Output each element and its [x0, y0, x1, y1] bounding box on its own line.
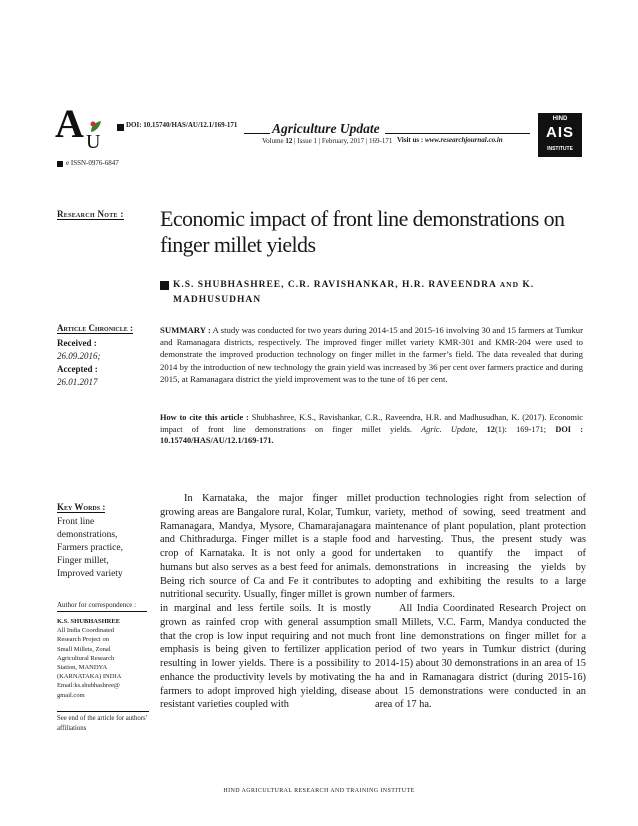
citation-doi[interactable]: DOI : 10.15740/HAS/AU/12.1/169-171.: [160, 424, 584, 446]
corr-email[interactable]: gmail.com: [57, 691, 85, 699]
correspondence-label: Author for correspondence :: [57, 601, 147, 612]
summary-paragraph: SUMMARY : A study was conducted for two years during 2014-15 and 2015-16 involving 30 and 15 farmers at Tumkur and Ramanagara districts, respectively. The improved finger millet variety KMR-301 and KMR-204 were used to demonstrate the improved production technology on finger millet in the farmer’s field. The data revealed that during 2014 by the introduction of new technology the grain yield was increased by 36 per cent over farmers practice and during 2015, at Ramanagara district the yield improvement was to the tune of 16 per cent.: [160, 325, 584, 384]
accepted-date: 26.01.2017: [57, 377, 98, 387]
correspondence-block: [57, 617, 149, 700]
article-title: Economic impact of front line demonstrations on finger millet yields: [160, 206, 565, 257]
doi-text: DOI: 10.15740/HAS/AU/12.1/169-171: [126, 121, 238, 129]
body-column-left: [160, 492, 371, 712]
corr-line: All India Coordinated: [57, 627, 115, 635]
citation-paragraph: How to cite this article : Shubhashree, K.S., Ravishankar, C.R., Raveendra, H.R. and Madhusudhan, K. (2017). Economic impact of front line demonstrations on finger millet yields. Agric. Update, 12(1): 169-171; DOI : 10.15740/HAS/AU/12.1/169-171.: [160, 413, 584, 446]
journal-title: Agriculture Update: [272, 121, 380, 136]
journal-website[interactable]: Visit us : www.researchjournal.co.in: [397, 136, 503, 144]
correspondent-name: K.S. SHUBHASHREE: [57, 618, 121, 625]
authors-marker-icon: [160, 281, 169, 290]
article-chronicle-label: Article Chronicle :: [57, 323, 133, 333]
publisher-logo: HIND AIS INSTITUTE: [538, 113, 582, 157]
accepted-label: Accepted :: [57, 364, 98, 374]
author-list: K.S. SHUBHASHREE, C.R. RAVISHANKAR, H.R. RAVEENDRA AND K. MADHUSUDHAN: [173, 280, 535, 305]
body-paragraph: In Karnataka, the major finger millet growing areas are Bangalore rural, Kolar, Tumkur, Ramanagara, Mandya, Mysore, Chamarajanagara and Chithradurga. Finger millet is a staple food crop of Karnataka. It is not only a good for humans but also serves as a best feed for animals. Being rich source of Ca and Fe it contributes to nutritional security. Usually, finger millet is grown in marginal and less fertile soils. It is mostly grown as rainfed crop with general assumption that the crop is low input requiring and not much emphasis is being given to fertilizer application resulting in lower yields. There is a possibility to enhance the productivity levels by motivating the farmers to adopt improved high yielding, disease resistant varieties coupled with: [160, 493, 371, 711]
volume-info: Volume 12 | Issue 1 | February, 2017 | 169-171: [262, 137, 393, 145]
article-chronicle: [57, 337, 101, 389]
cite-label: How to cite this article :: [160, 413, 249, 422]
corr-line: Research Project on: [57, 636, 109, 644]
journal-logo-letter-u: U: [86, 131, 101, 153]
corr-line: Station, MANDYA: [57, 664, 108, 672]
page-footer: HIND AGRICULTURAL RESEARCH AND TRAINING INSTITUTE: [223, 788, 415, 794]
received-date: 26.09.2016;: [57, 351, 101, 361]
header-rule-right: [385, 133, 530, 134]
leaf-icon: [88, 120, 102, 134]
research-note-label: Research Note :: [57, 209, 124, 219]
key-words-list: [57, 516, 137, 581]
key-words-label: Key Words :: [57, 502, 106, 512]
header-rule-left: [244, 133, 270, 134]
corr-line: (KARNATAKA) INDIA: [57, 673, 122, 681]
affiliations-note: See end of the article for authors' affiliations: [57, 711, 149, 733]
journal-logo-letter-a: A: [55, 101, 84, 146]
keyword: demonstrations,: [57, 530, 118, 540]
body-column-right: [375, 492, 586, 712]
issn-text: e ISSN-0976-6847: [66, 159, 119, 167]
issn-marker-icon: [57, 161, 63, 167]
doi-marker-icon: [117, 124, 124, 131]
keyword: Front line: [57, 517, 95, 527]
keyword: Improved variety: [57, 569, 123, 579]
body-paragraph: production technologies right from selection of variety, method of sowing, seed treatment and maintenance of plant population, plant protection and harvesting. Thus, the present study was undertaken to quantify the impact of demonstrations in increasing the yields by adopting and exhibiting the results to a large number of farmers.: [375, 493, 586, 601]
keyword: Finger millet,: [57, 556, 109, 566]
corr-email[interactable]: Email:ks.shubhashree@: [57, 682, 120, 690]
corr-line: Agricultural Research: [57, 654, 115, 662]
keyword: Farmers practice,: [57, 543, 123, 553]
summary-label: SUMMARY :: [160, 325, 211, 335]
body-paragraph: All India Coordinated Research Project on small Millets, V.C. Farm, Mandya conducted the front line demonstrations on finger millet for a period of two years in Tumkur district (during 2014-15) about 30 demonstrations in an area of 15 ha and in Ramanagara district (during 2015-16) about 15 demonstrations were conducted in an area of 17 ha.: [375, 603, 586, 711]
corr-line: Small Millets, Zonal: [57, 645, 111, 653]
received-label: Received :: [57, 338, 97, 348]
